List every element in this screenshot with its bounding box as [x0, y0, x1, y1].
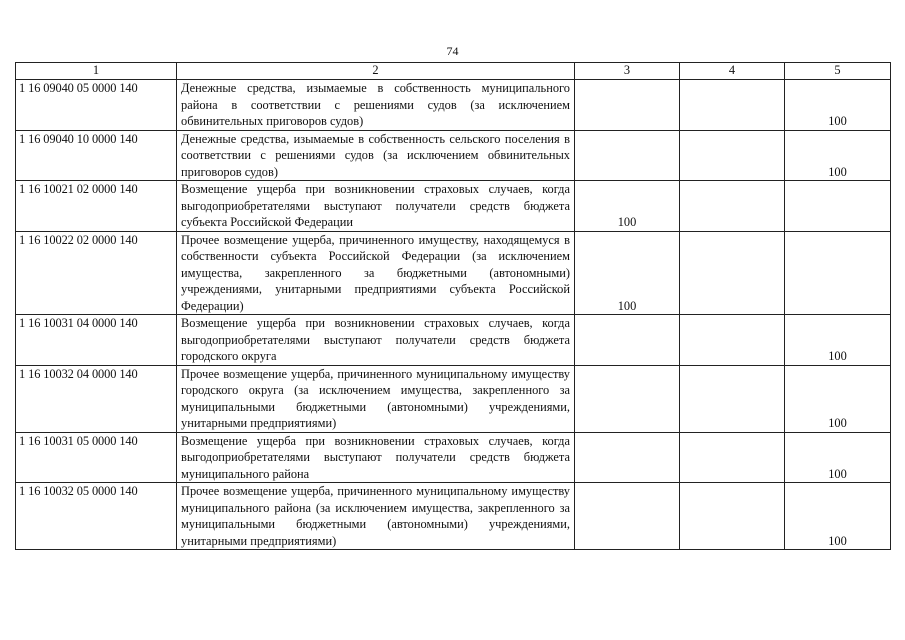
table-row: [16, 130, 891, 181]
description-cell: Прочее возмещение ущерба, причиненного имуществу, находящемуся в собственности субъекта Российской Федерации (за исключением имущества, закрепленного за бюджетными (автономными) учреждениями, унитарными предприятиями субъекта Российской Федерации): [177, 231, 575, 315]
description-cell: Денежные средства, изымаемые в собственность сельского поселения в соответствии с решениями судов (за исключением обвинительных приговоров судов): [177, 130, 575, 181]
revenue-code-cell: 1 16 09040 10 0000 140: [16, 130, 177, 181]
revenue-code-cell: 1 16 10021 02 0000 140: [16, 181, 177, 232]
column-header-4: 4: [680, 63, 785, 80]
value-cell-col5: 100: [785, 315, 891, 366]
table-row: [16, 432, 891, 483]
description-cell: Денежные средства, изымаемые в собственность муниципального района в соответствии с решениями судов (за исключением обвинительных приговоров судов): [177, 80, 575, 131]
description-cell: Прочее возмещение ущерба, причиненного муниципальному имуществу городского округа (за исключением имущества, закрепленного за муниципальными бюджетными (автономными) учреждениями, унитарными предприятиями): [177, 365, 575, 432]
budget-table: [15, 62, 891, 550]
value-cell-col4: [680, 130, 785, 181]
table-row: [16, 365, 891, 432]
revenue-code-cell: 1 16 10031 04 0000 140: [16, 315, 177, 366]
value-cell-col4: [680, 315, 785, 366]
value-cell-col3: [575, 432, 680, 483]
description-cell: Возмещение ущерба при возникновении страховых случаев, когда выгодоприобретателями выступают получатели средств бюджета субъекта Российской Федерации: [177, 181, 575, 232]
value-cell-col5: [785, 231, 891, 315]
table-row: [16, 181, 891, 232]
description-cell: Прочее возмещение ущерба, причиненного муниципальному имуществу муниципального района (за исключением имущества, закрепленного за муниципальными бюджетными (автономными) учреждениями, унитарными предприятиями): [177, 483, 575, 550]
value-cell-col3: [575, 80, 680, 131]
revenue-code-cell: 1 16 10032 04 0000 140: [16, 365, 177, 432]
column-header-1: 1: [16, 63, 177, 80]
value-cell-col4: [680, 365, 785, 432]
table-row: [16, 80, 891, 131]
value-cell-col4: [680, 432, 785, 483]
revenue-code-cell: 1 16 10032 05 0000 140: [16, 483, 177, 550]
value-cell-col5: 100: [785, 432, 891, 483]
description-cell: Возмещение ущерба при возникновении страховых случаев, когда выгодоприобретателями выступают получатели средств бюджета муниципального района: [177, 432, 575, 483]
column-header-5: 5: [785, 63, 891, 80]
value-cell-col5: 100: [785, 365, 891, 432]
revenue-code-cell: 1 16 10022 02 0000 140: [16, 231, 177, 315]
value-cell-col3: 100: [575, 181, 680, 232]
value-cell-col3: [575, 315, 680, 366]
value-cell-col5: [785, 181, 891, 232]
value-cell-col4: [680, 181, 785, 232]
value-cell-col5: 100: [785, 80, 891, 131]
revenue-code-cell: 1 16 10031 05 0000 140: [16, 432, 177, 483]
value-cell-col3: 100: [575, 231, 680, 315]
page-number: 74: [446, 44, 459, 58]
header-row: [16, 63, 891, 80]
value-cell-col3: [575, 483, 680, 550]
value-cell-col3: [575, 130, 680, 181]
value-cell-col4: [680, 231, 785, 315]
column-header-2: 2: [177, 63, 575, 80]
table-row: [16, 483, 891, 550]
value-cell-col4: [680, 80, 785, 131]
value-cell-col5: 100: [785, 130, 891, 181]
revenue-code-cell: 1 16 09040 05 0000 140: [16, 80, 177, 131]
table-row: [16, 231, 891, 315]
description-cell: Возмещение ущерба при возникновении страховых случаев, когда выгодоприобретателями выступают получатели средств бюджета городского округа: [177, 315, 575, 366]
table-row: [16, 315, 891, 366]
value-cell-col5: 100: [785, 483, 891, 550]
value-cell-col3: [575, 365, 680, 432]
column-header-3: 3: [575, 63, 680, 80]
value-cell-col4: [680, 483, 785, 550]
